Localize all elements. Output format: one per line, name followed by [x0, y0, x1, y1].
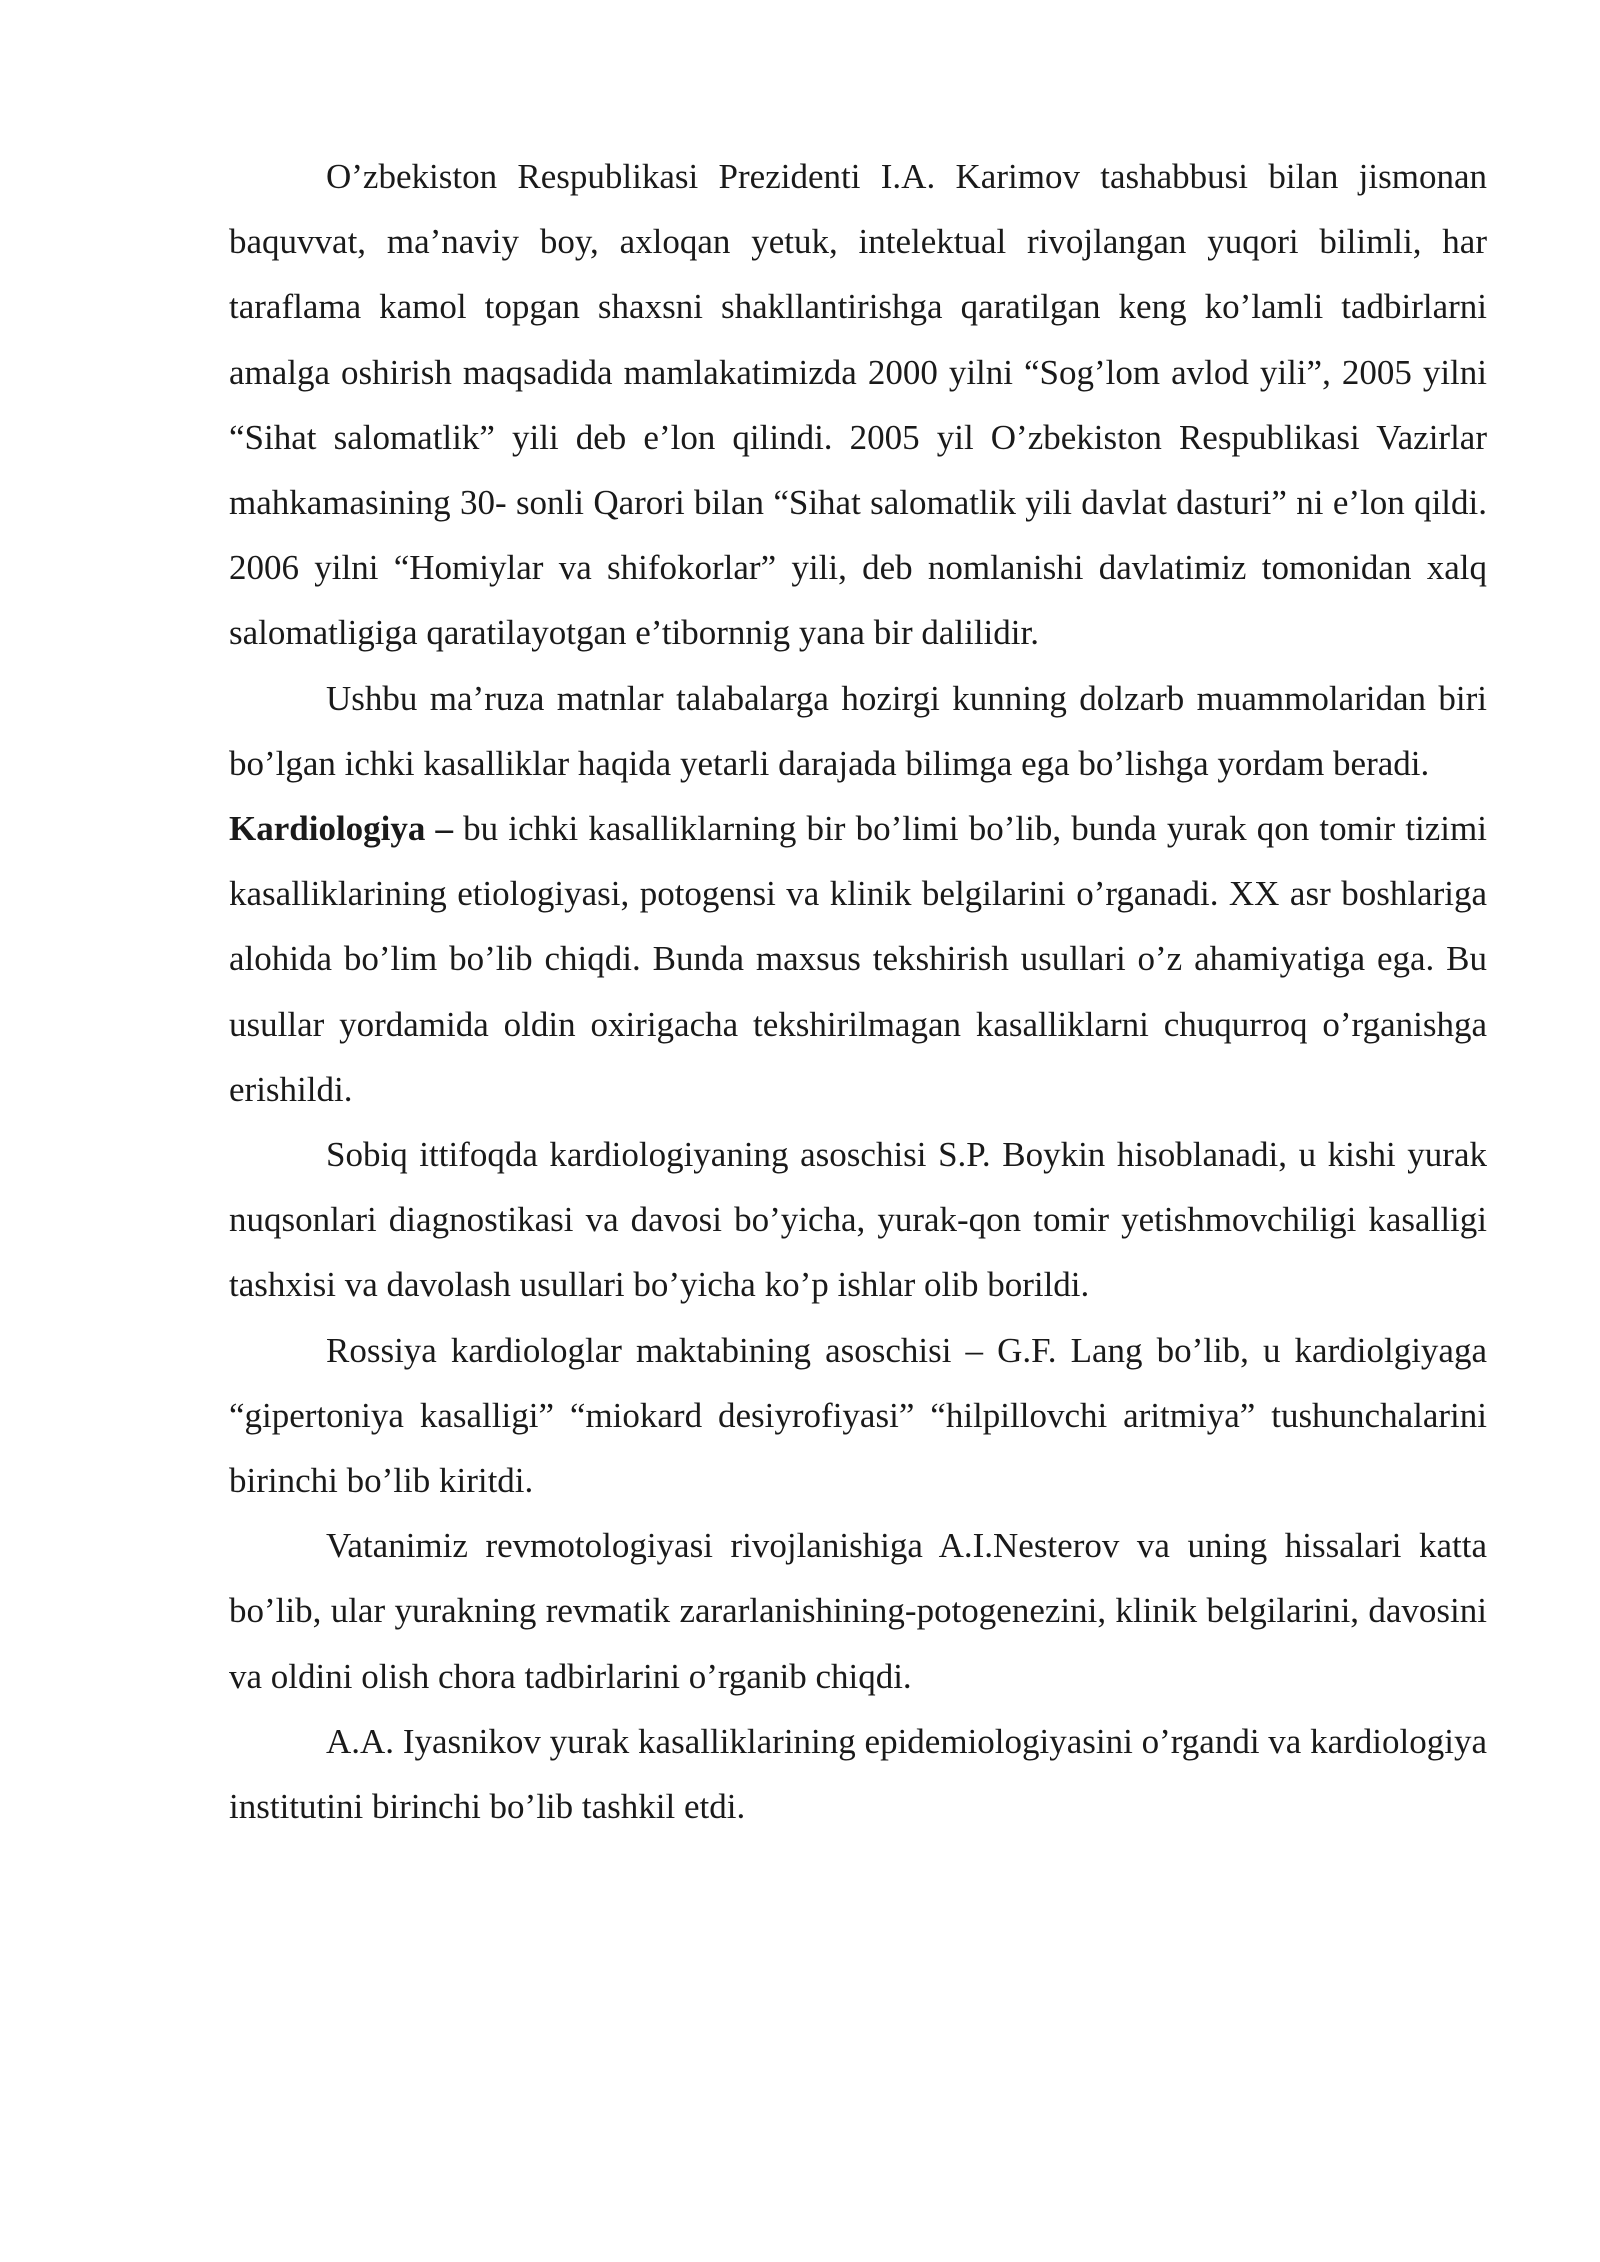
- paragraph-lang: Rossiya kardiologlar maktabining asoschisi – G.F. Lang bo’lib, u kardiolgiyaga “gipertoniya kasalligi” “miokard desiyrofiyasi” “hilpillovchi aritmiya” tushunchalarini birinchi bo’lib kiritdi.: [229, 1330, 1487, 1501]
- paragraph-boykin: Sobiq ittifoqda kardiologiyaning asoschisi S.P. Boykin hisoblanadi, u kishi yurak nuqsonlari diagnostikasi va davosi bo’yicha, yurak-qon tomir yetishmovchiligi kasalligi tashxisi va davolash usullari bo’yicha ko’p ishlar olib borildi.: [229, 1135, 1487, 1305]
- paragraph-intro: O’zbekiston Respublikasi Prezidenti I.A. Karimov tashabbusi bilan jismonan baquvvat, ma’naviy boy, axloqan yetuk, intelektual rivojlangan yuqori bilimli, har taraflama kamol topgan shaxsni shakllantirishga qaratilgan keng ko’lamli tadbirlarni amalga oshirish maqsadida mamlakatimizda 2000 yilni “Sog’lom avlod yili”, 2005 yilni “Sihat salomatlik” yili deb e’lon qilindi. 2005 yil O’zbekiston Respublikasi Vazirlar mahkamasining 30- sonli Qarori bilan “Sihat salomatlik yili davlat dasturi” ni e’lon qildi. 2006 yilni “Homiylar va shifokorlar” yili, deb nomlanishi davlatimiz tomonidan xalq salomatligiga qaratilayotgan e’tibornnig yana bir dalilidir.: [229, 157, 1487, 653]
- paragraph-nesterov: Vatanimiz revmotologiyasi rivojlanishiga A.I.Nesterov va uning hissalari katta bo’lib, ular yurakning revmatik zararlanishining-potogenezini, klinik belgilarini, davosini va oldini olish chora tadbirlarini o’rganib chiqdi.: [229, 1526, 1487, 1696]
- paragraph-iyasnikov: A.A. Iyasnikov yurak kasalliklarining epidemiologiyasini o’rgandi va kardiologiya institutini birinchi bo’lib tashkil etdi.: [229, 1721, 1487, 1827]
- term-kardiologiya: Kardiologiya –: [229, 809, 454, 849]
- paragraph-purpose: Ushbu ma’ruza matnlar talabalarga hozirgi kunning dolzarb muammolaridan biri bo’lgan ichki kasalliklar haqida yetarli darajada bilimga ega bo’lishga yordam beradi.: [229, 678, 1487, 783]
- paragraph-kardiologiya: [229, 796, 1487, 1122]
- paragraph-kardiologiya-text: bu ichki kasalliklarning bir bo’limi bo’lib, bunda yurak qon tomir tizimi kasalliklarining etiologiyasi, potogensi va klinik belgilarini o’rganadi. XX asr boshlariga alohida bo’lim bo’lib chiqdi. Bunda maxsus tekshirish usullari o’z ahamiyatiga ega. Bu usullar yordamida oldin oxirigacha tekshirilmagan kasalliklarni chuqurroq o’rganishga erishildi.: [229, 809, 1487, 1109]
- document-body: [229, 144, 1487, 1839]
